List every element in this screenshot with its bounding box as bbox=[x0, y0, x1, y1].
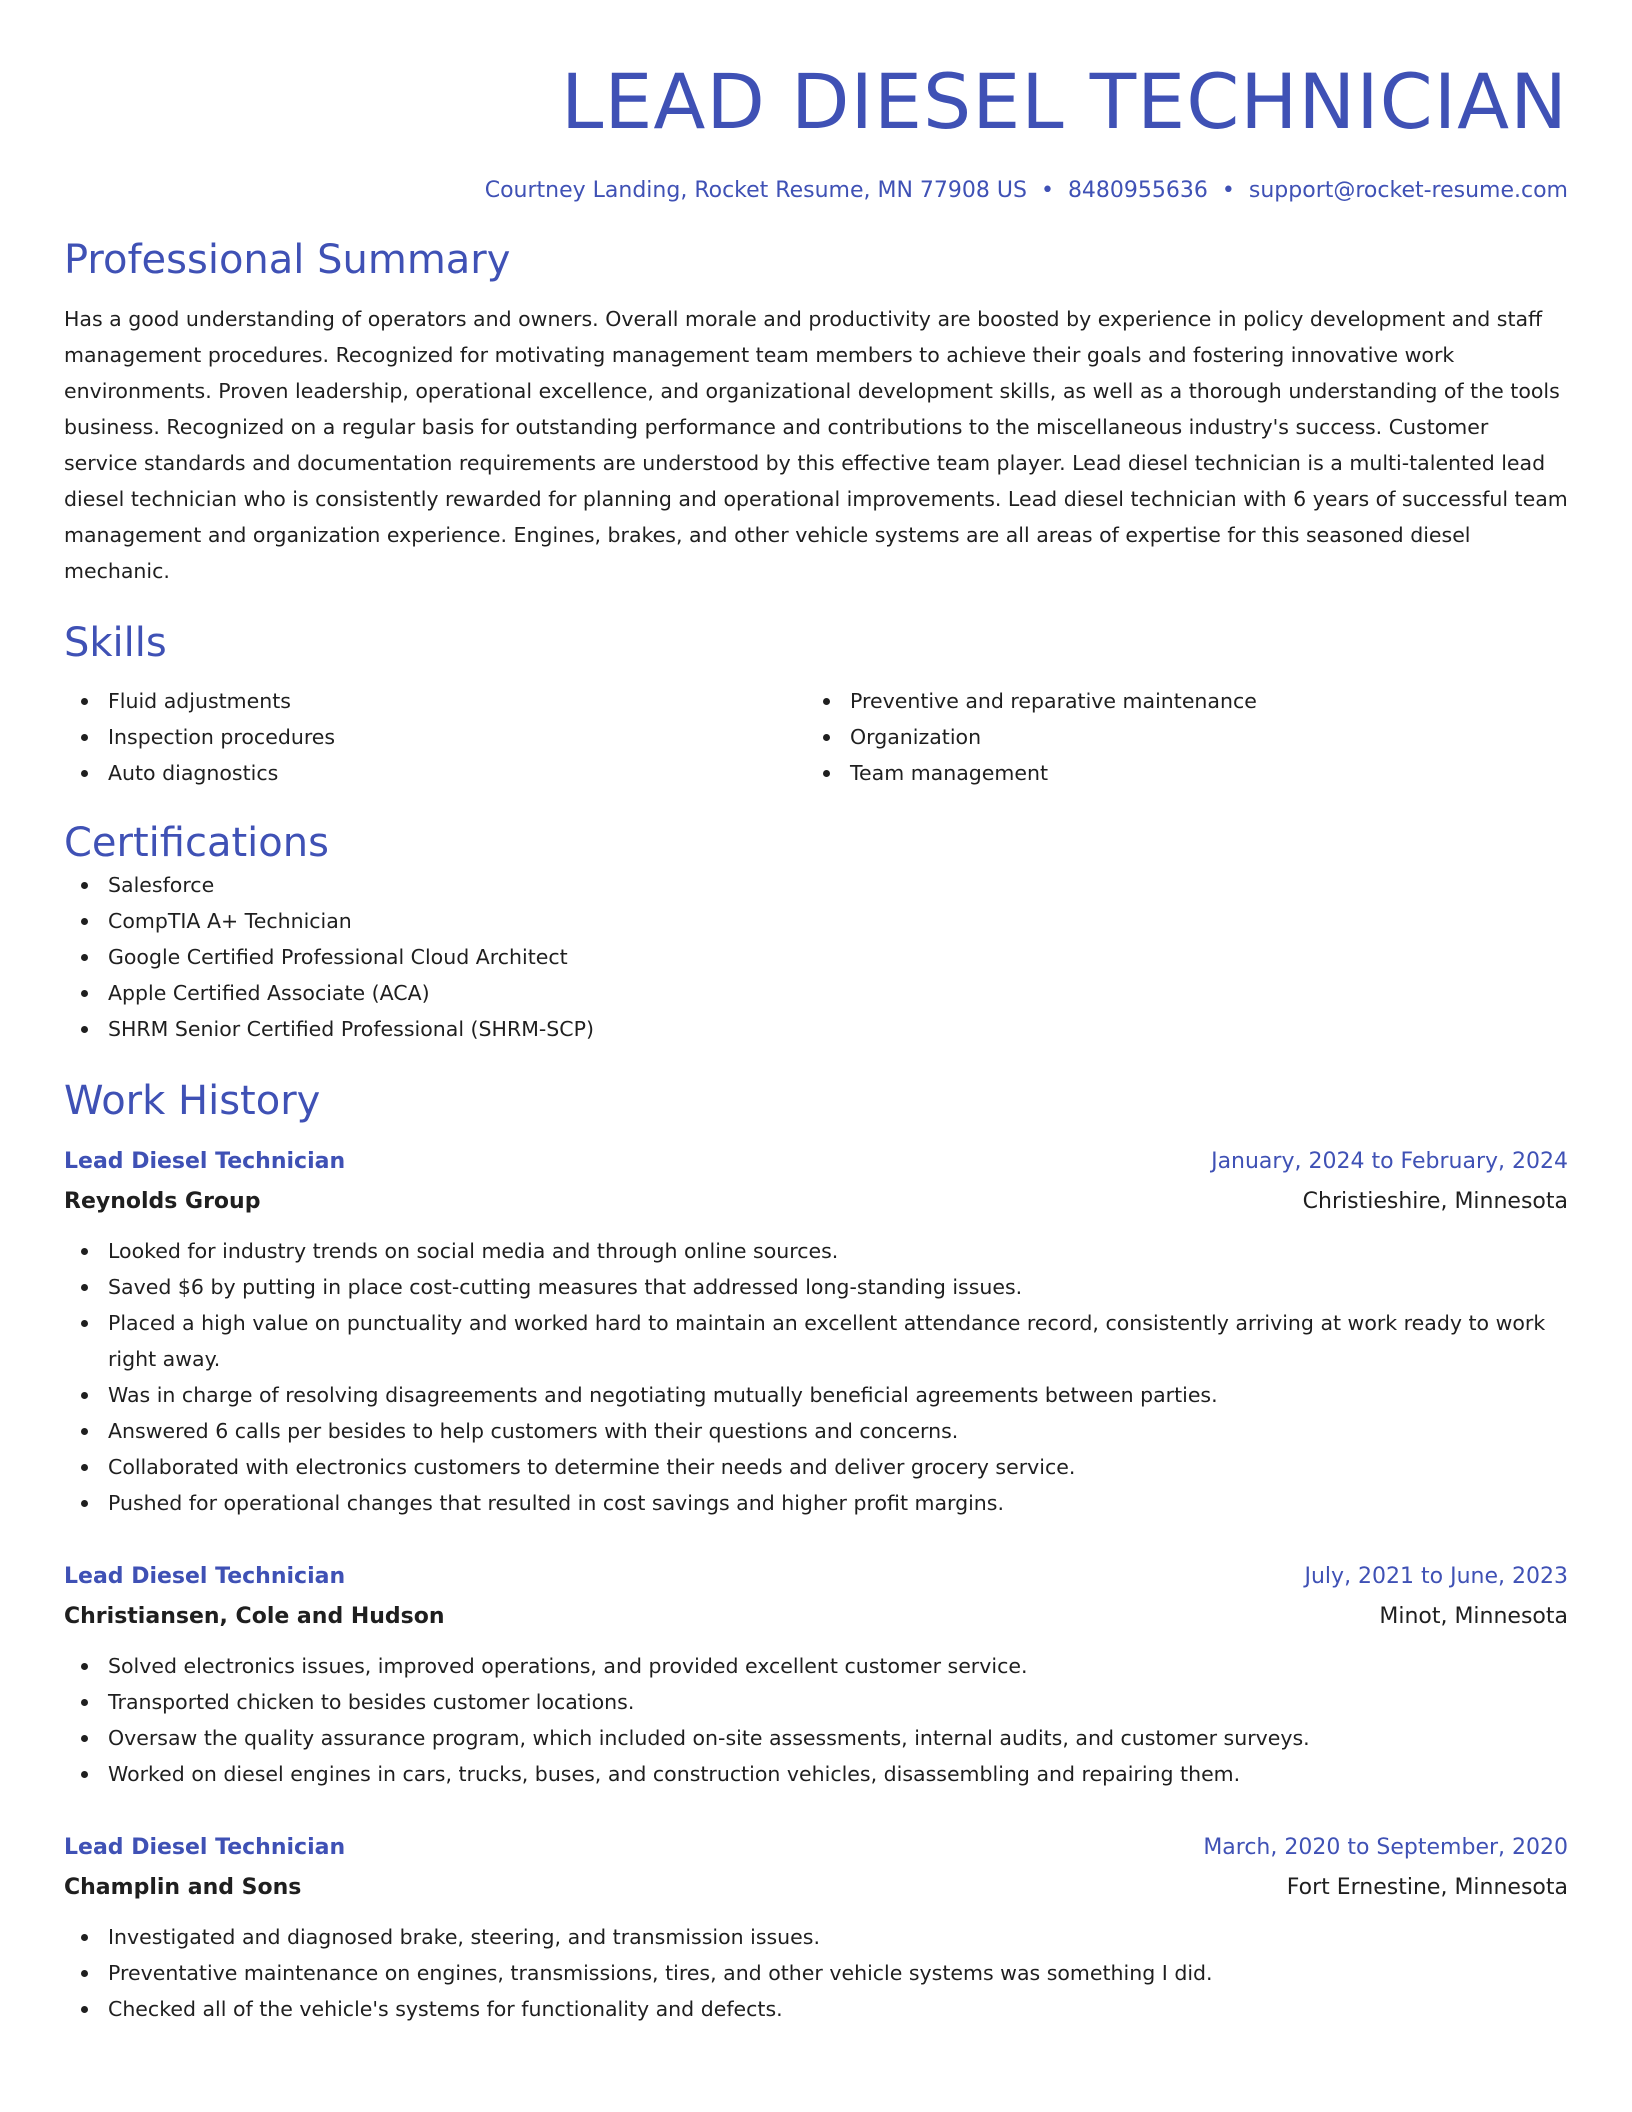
job-title: Lead Diesel Technician bbox=[64, 1564, 346, 1589]
summary-text: Has a good understanding of operators and owners. Overall morale and productivity are boosted by experience in policy development and staff management procedures. Recognized for motivating management team members to achieve their goals and fostering innovative work environments. Proven leadership, operational excellence, and organizational development skills, as well as a thorough understanding of the tools business. Recognized on a regular basis for outstanding performance and contributions to the miscellaneous industry's success. Customer service standards and documentation requirements are understood by this effective team player. Lead diesel technician is a multi-talented lead diesel technician who is consistently rewarded for planning and operational improvements. Lead diesel technician with 6 years of successful team management and organization experience. Engines, brakes, and other vehicle systems are all areas of expertise for this seasoned diesel mechanic. bbox=[64, 307, 1568, 583]
job-duty-item: Pushed for operational changes that resulted in cost savings and higher profit margins. bbox=[64, 1485, 1568, 1521]
contact-address: Courtney Landing, Rocket Resume, MN 77908 US bbox=[484, 178, 1027, 203]
job-title: Lead Diesel Technician bbox=[64, 1149, 346, 1174]
certification-item: Google Certified Professional Cloud Architect bbox=[64, 939, 1568, 975]
skills-column-left bbox=[64, 683, 806, 791]
job-duty-item: Placed a high value on punctuality and worked hard to maintain an excellent attendance record, consistently arriving at work ready to work right away. bbox=[64, 1305, 1568, 1377]
job-duty-item: Collaborated with electronics customers to determine their needs and deliver grocery service. bbox=[64, 1449, 1568, 1485]
contact-separator: • bbox=[1040, 178, 1054, 203]
resume-name-heading: LEAD DIESEL TECHNICIAN bbox=[561, 57, 1568, 146]
skills-list bbox=[64, 683, 1568, 791]
skills-section-title: Skills bbox=[64, 620, 167, 666]
job-dates: July, 2021 to June, 2023 bbox=[1304, 1564, 1568, 1589]
resume-page bbox=[64, 0, 1568, 2027]
certifications-section-title: Certifications bbox=[64, 820, 329, 866]
job-location: Minot, Minnesota bbox=[1379, 1604, 1568, 1629]
job-duty-item: Transported chicken to besides customer locations. bbox=[64, 1684, 1568, 1720]
skill-item: Auto diagnostics bbox=[64, 755, 806, 791]
work-history-section-title: Work History bbox=[64, 1078, 321, 1124]
job-company: Champlin and Sons bbox=[64, 1875, 302, 1900]
job-duty-item: Oversaw the quality assurance program, which included on-site assessments, internal audits, and customer surveys. bbox=[64, 1720, 1568, 1756]
certifications-list bbox=[64, 867, 1568, 1047]
job-location: Christieshire, Minnesota bbox=[1302, 1189, 1568, 1214]
certification-item: SHRM Senior Certified Professional (SHRM-SCP) bbox=[64, 1011, 1568, 1047]
job-duties-list bbox=[64, 1919, 1568, 2027]
job-company: Reynolds Group bbox=[64, 1189, 261, 1214]
contact-email: support@rocket-resume.com bbox=[1248, 178, 1568, 203]
job-title: Lead Diesel Technician bbox=[64, 1835, 346, 1860]
skill-item: Preventive and reparative maintenance bbox=[806, 683, 1548, 719]
skills-column-right bbox=[806, 683, 1548, 791]
job-entry bbox=[64, 1828, 1568, 2027]
contact-phone: 8480955636 bbox=[1067, 178, 1208, 203]
job-location: Fort Ernestine, Minnesota bbox=[1286, 1875, 1568, 1900]
contact-separator: • bbox=[1221, 178, 1235, 203]
job-duty-item: Solved electronics issues, improved operations, and provided excellent customer service. bbox=[64, 1648, 1568, 1684]
skill-item: Inspection procedures bbox=[64, 719, 806, 755]
job-duties-list bbox=[64, 1648, 1568, 1792]
job-duties-list bbox=[64, 1233, 1568, 1521]
job-duty-item: Looked for industry trends on social media and through online sources. bbox=[64, 1233, 1568, 1269]
certification-item: Salesforce bbox=[64, 867, 1568, 903]
job-duty-item: Worked on diesel engines in cars, trucks, buses, and construction vehicles, disassembling and repairing them. bbox=[64, 1756, 1568, 1792]
job-dates: January, 2024 to February, 2024 bbox=[1211, 1149, 1568, 1174]
job-duty-item: Investigated and diagnosed brake, steering, and transmission issues. bbox=[64, 1919, 1568, 1955]
job-entry bbox=[64, 1142, 1568, 1521]
job-duty-item: Saved $6 by putting in place cost-cutting measures that addressed long-standing issues. bbox=[64, 1269, 1568, 1305]
skill-item: Team management bbox=[806, 755, 1548, 791]
skill-item: Fluid adjustments bbox=[64, 683, 806, 719]
job-entry bbox=[64, 1557, 1568, 1792]
job-company: Christiansen, Cole and Hudson bbox=[64, 1604, 445, 1629]
job-duty-item: Was in charge of resolving disagreements and negotiating mutually beneficial agreements between parties. bbox=[64, 1377, 1568, 1413]
skill-item: Organization bbox=[806, 719, 1548, 755]
job-dates: March, 2020 to September, 2020 bbox=[1203, 1835, 1568, 1860]
summary-section-title: Professional Summary bbox=[64, 237, 511, 283]
job-duty-item: Checked all of the vehicle's systems for functionality and defects. bbox=[64, 1991, 1568, 2027]
certification-item: Apple Certified Associate (ACA) bbox=[64, 975, 1568, 1011]
job-duty-item: Answered 6 calls per besides to help customers with their questions and concerns. bbox=[64, 1413, 1568, 1449]
contact-info bbox=[64, 176, 1568, 206]
job-duty-item: Preventative maintenance on engines, transmissions, tires, and other vehicle systems was something I did. bbox=[64, 1955, 1568, 1991]
certification-item: CompTIA A+ Technician bbox=[64, 903, 1568, 939]
